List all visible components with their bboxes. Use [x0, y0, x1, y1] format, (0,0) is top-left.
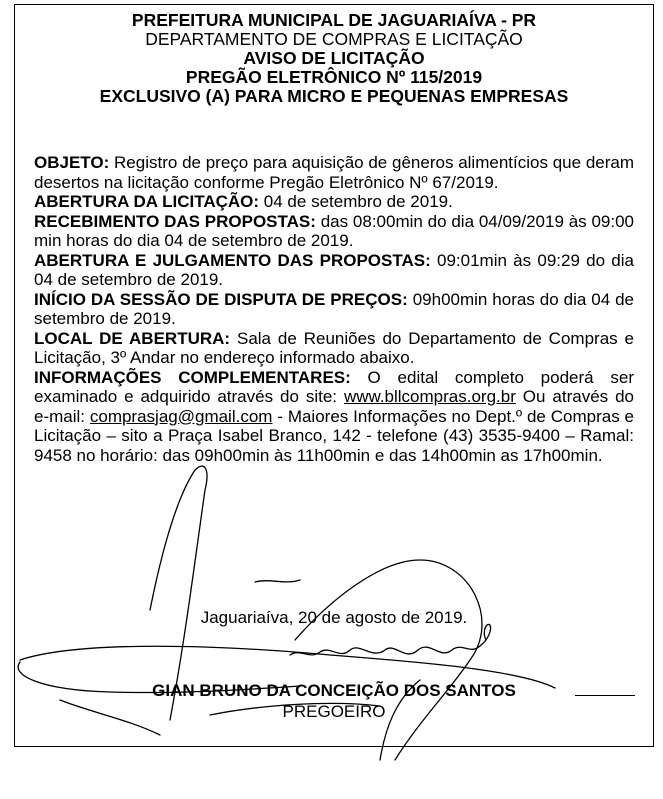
header-municipality: PREFEITURA MUNICIPAL DE JAGUARIAÍVA - PR	[131, 10, 537, 30]
signatory-role: PREGOEIRO	[282, 702, 386, 721]
julgamento-label: ABERTURA E JULGAMENTO DAS PROPOSTAS:	[34, 250, 431, 270]
header-auction-number: PREGÃO ELETRÔNICO Nº 115/2019	[185, 67, 483, 87]
objeto-label: OBJETO:	[34, 153, 110, 172]
local-text: Sala de Reuniões do Departamento de Compras e Licitação, 3º Andar no endereço informado abaixo.	[34, 328, 634, 367]
info-text-2: Ou através do e-mail:	[34, 387, 634, 426]
objeto-paragraph	[34, 153, 634, 192]
recebimento-label: RECEBIMENTO DAS PROPOSTAS:	[34, 211, 316, 231]
abertura-label: ABERTURA DA LICITAÇÃO:	[34, 192, 260, 211]
notice-header	[15, 11, 653, 106]
site-link[interactable]: www.bllcompras.org.br	[343, 387, 516, 406]
recebimento-paragraph	[34, 212, 634, 251]
abertura-text: 04 de setembro de 2019.	[259, 192, 453, 211]
sessao-text: 09h00min horas do dia 04 de setembro de 2019.	[34, 289, 634, 328]
signatory-name: GIAN BRUNO DA CONCEIÇÃO DOS SANTOS	[152, 681, 516, 700]
email-link[interactable]: comprasjag@gmail.com	[89, 406, 273, 426]
objeto-text: Registro de preço para aquisição de gêneros alimentícios que deram desertos na licitação conforme Pregão Eletrônico Nº 67/2019.	[34, 153, 634, 192]
header-exclusive: EXCLUSIVO (A) PARA MICRO E PEQUENAS EMPRESAS	[99, 86, 569, 106]
notice-body	[34, 153, 634, 465]
info-paragraph	[34, 368, 634, 466]
sessao-label: INÍCIO DA SESSÃO DE DISPUTA DE PREÇOS:	[34, 289, 408, 309]
header-department: DEPARTAMENTO DE COMPRAS E LICITAÇÃO	[145, 29, 523, 49]
local-label: LOCAL DE ABERTURA:	[34, 328, 231, 348]
abertura-paragraph	[34, 192, 634, 212]
place-date: Jaguariaíva, 20 de agosto de 2019.	[200, 608, 468, 627]
local-paragraph	[34, 329, 634, 368]
julgamento-text: 09:01min às 09:29 do dia 04 de setembro de 2019.	[34, 250, 634, 289]
info-text-3: - Maiores Informações no Dept.º de Compras e Licitação – sito a Praça Isabel Branco, 142 - telefone (43) 3535-9400 – Ramal: 9458 no horário: das 09h00min às 11h00min e das 14h00min as 17h00min.	[34, 406, 634, 465]
info-label: INFORMAÇÕES COMPLEMENTARES:	[34, 367, 351, 387]
info-text-1: O edital completo poderá ser examinado e adquirido através do site:	[34, 367, 634, 406]
sessao-paragraph	[34, 290, 634, 329]
notice-frame	[14, 4, 654, 747]
header-notice-title: AVISO DE LICITAÇÃO	[243, 48, 425, 68]
recebimento-text: das 08:00min do dia 04/09/2019 às 09:00 min horas do dia 04 de setembro de 2019.	[34, 211, 634, 250]
julgamento-paragraph	[34, 251, 634, 290]
